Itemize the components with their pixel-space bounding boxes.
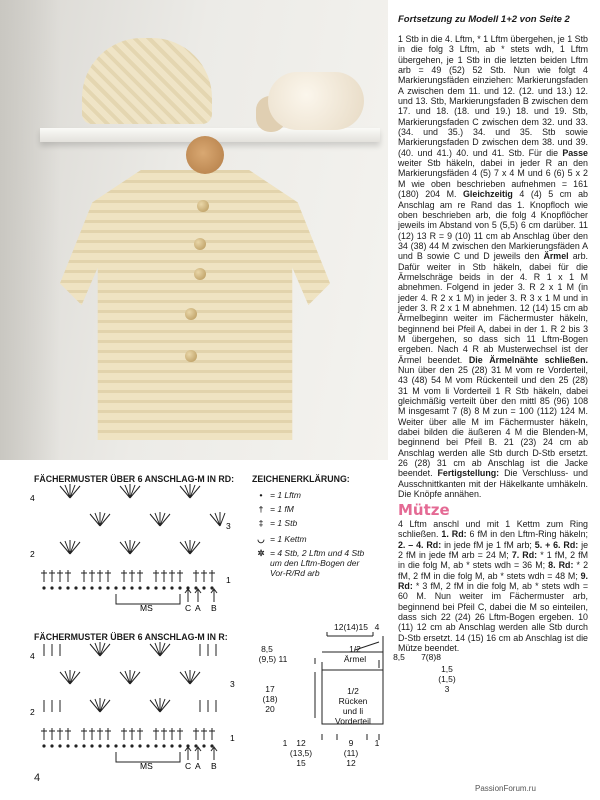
muetze-heading: Mütze [398, 501, 450, 520]
sch-bottom-15: 15 [296, 758, 306, 768]
row-label-4: 4 [30, 651, 35, 661]
text-run: arb. Dafür weiter in Stb häkeln, dabei für die Ärmelschräge beids in der 4. R 1 x 1 M abnehmen. Folgend in jeder 3. R 2 x 1 M (in jeder 4. R 2 x 1 M) in jeder 3. R 3 x 1 M und in jeder 3. R 2 x 1 M abnehmen. 12 (14) 15 cm ab Ärmelbeginn weiter im Fächermuster häkeln, beginnend bei Pfeil A, dabei in der 1. R 2 bis 3 M übergehen, so dass sich 11 Lftm-Bogen ergeben. Nach 4 R ab Musterwechsel ist der Ärmel beendet. [398, 251, 589, 365]
bold-run: Ärmel [543, 251, 569, 262]
sch-sleeve-right2: 7(8)8 [421, 652, 441, 662]
jacket-button-2 [194, 238, 206, 250]
sch-left-top2: (9,5) 11 [258, 654, 288, 664]
sch-left-top: 8,5 [261, 644, 273, 654]
legend-item-slst [252, 534, 307, 545]
sch-cuff2: (1,5) [438, 674, 456, 684]
text-run: Die Verschluss- und Ausschnittkanten mit der Häkelkante umhäkeln. Die Knöpfe annähen. [398, 468, 588, 500]
bold-run: Die Ärmelnähte schließen. [468, 354, 588, 365]
text-run: * 1 fM, 2 fM in die folg M, ab * stets wdh = 36 M; [398, 549, 589, 571]
legend-text: = 1 Lftm [270, 490, 301, 500]
legend-title: ZEICHENERKLÄRUNG: [252, 474, 350, 484]
legend-item-chain [252, 490, 301, 500]
arrow-c-label: C [185, 603, 192, 612]
product-photo [0, 0, 388, 460]
sch-sleeve-right: 8,5 [393, 652, 405, 662]
arrow-c-label: C [185, 761, 192, 770]
ms-label: MS [140, 603, 153, 612]
fan-row-4 [44, 642, 216, 656]
double-crochet-icon: ‡ [258, 518, 264, 528]
arrow-b [211, 589, 217, 602]
bold-run: 1. Rd: [441, 529, 467, 540]
stitch-row-1 [41, 728, 215, 740]
arrow-b-label: B [211, 761, 217, 770]
text-run: 1 Stb in die 4. Lftm, * 1 Lftm übergehen, je 1 Stb in die folg 3 Lftm, ab * stets wdh, 1 Lftm übergehen, je 1 Stb in die letzten beiden Lftm arb = 49 (52) 52 Stb. Nun wie folgt 4 Markierungsfäden einziehen: Markierungsfaden A zwischen dem 11. und 12. (12. und 13.) 12. und 13. Stb, Markierungsfaden B zwischen dem 17. und 18. (18. und 19.) 18. und 19. Stb, Markierungsfaden C zwischen dem 32. und 33. (34. und 35.) 34. und 35. Stb sowie Markierungsfaden D zwischen dem 38. und 39. (40. und 41.) 40. und 41. Stb. Für die [398, 34, 588, 158]
text-run: * 3 fM, 2 fM in die folg M, ab * stets wdh = 60 M. Nun weiter im Fächermuster arb, beginnend bei Pfeil C, dabei die M so einteilen, dass sich 22 (24) 26 Lftm-Bogen ergeben. 10 (11) 12 cm ab Anschlag werden alle Stb durch D-Stb ersetzt. 14 (15) 16 cm ab Anschlag ist die Mütze beendet. [398, 580, 589, 653]
arrow-a [195, 747, 201, 760]
page-number: 4 [34, 772, 41, 784]
body-paragraph [398, 34, 588, 499]
text-run: 4 (4) 5 cm ab Anschlag am re Rand das 1. Knopfloch wie oben beschrieben arb, die folg 4 Knopflöcher jeweils im Abstand von 5 (5,5) 6 cm darüber. 11 (12) 13 R = 9 (10) 11 cm ab Anschlag über den 34 (38) 44 M zwischen den Markierungsfäden A und B sowie C und D jeweils den [398, 189, 588, 262]
fan-row-4 [60, 484, 200, 498]
row-label-1: 1 [230, 733, 235, 743]
legend-text: = 1 Stb [270, 518, 298, 528]
bold-run: 8. Rd: [548, 560, 574, 571]
sch-cuff: 1,5 [441, 664, 453, 674]
text-run: * 2 fM, 2 fM in die folg M, ab * stets wdh = 48 M; [398, 560, 589, 581]
fan-row-3 [90, 512, 225, 526]
sch-bottom-12b: 12 [346, 758, 356, 768]
sch-bottom-11: (11) [343, 748, 359, 758]
wall-shadow [0, 0, 60, 460]
bold-run: 2. – 4. Rd: [398, 539, 442, 550]
jacket-button-1 [197, 200, 209, 212]
row-label-3: 3 [226, 521, 231, 531]
instructions-text [398, 34, 588, 653]
arrow-b [211, 747, 217, 760]
arrow-a [195, 589, 201, 602]
sch-body-label3: und li [342, 706, 364, 716]
chart1-diagram [30, 484, 240, 612]
sch-bottom-1b: 1 [374, 738, 380, 748]
bold-run: 7. Rd: [511, 549, 538, 560]
sch-body-label: 1/2 [347, 686, 359, 696]
sch-left-mid: 17 [265, 684, 275, 694]
top-dim-line [327, 632, 373, 636]
sch-left-mid3: 20 [265, 704, 275, 714]
text-run: je 2 fM in jede fM arb = 24 M; [398, 539, 589, 560]
jacket-button-4 [185, 308, 197, 320]
row-label-2: 2 [30, 707, 35, 717]
bold-run: Passe [562, 147, 588, 158]
sch-top-right: 4 [374, 622, 380, 632]
row-label-3: 3 [230, 679, 235, 689]
arrow-c [185, 747, 191, 760]
legend-item-fan [252, 548, 368, 578]
plush-dog [268, 72, 364, 130]
row-label-4: 4 [30, 493, 35, 503]
row-label-2: 2 [30, 549, 35, 559]
text-run: 4 Lftm anschl und mit 1 Kettm zum Ring schließen. [398, 518, 588, 540]
section-heading: Fortsetzung zu Modell 1+2 von Seite 2 [398, 14, 570, 25]
sch-top: 12(14)15 [333, 622, 369, 632]
chain-symbol-icon: • [259, 490, 263, 500]
sch-bottom-1: 1 [282, 738, 288, 748]
jacket-button-5 [185, 350, 197, 362]
legend-item-sc [252, 504, 294, 514]
sch-left-mid2: (18) [262, 694, 278, 704]
text-run: weiter Stb häkeln, dabei in jeder R an den Markierungsfäden 4 (5) 7 x 4 M und 6 (6) 5 x 2 M wie oben beschrieben aufnehmen = 161 (180) 204 M. [398, 158, 588, 200]
sch-cuff3: 3 [444, 684, 450, 694]
bold-run: Fertigstellung: [437, 468, 500, 479]
sch-body-label2: Rücken [338, 696, 368, 706]
chart1-title: FÄCHERMUSTER ÜBER 6 ANSCHLAG-M IN RD: [34, 474, 235, 484]
arrow-b-label: B [211, 603, 217, 612]
garment-schematic [255, 612, 485, 772]
sch-bottom-135: (13,5) [289, 748, 313, 758]
jacket-button-3 [194, 268, 206, 280]
crochet-jacket [60, 170, 330, 440]
text-run: Nun über den 25 (28) 31 M vom re Vorderteil, 43 (48) 54 M vom Rückenteil und den 25 (28) 31 M vom li Vorderteil 1 R Stb häkeln, dabei gleichmäßig verteilt über den mittl 85 (96) 108 M insgesamt 7 (8) 8 M zun = 100 (112) 124 M. Weiter über alle M im Fächermuster häkeln, dabei bilden die äußeren 4 M die Blenden-M, beginnend bei Pfeil B. 21 (23) 24 cm ab Anschlag werden alle Stb durch D-Stb ersetzt. 26 (28) 31 cm ab Anschlag ist die Jacke beendet. [398, 365, 588, 479]
bold-run: Gleichzeitig [463, 189, 513, 200]
sch-sleeve-label: 1/2 [349, 644, 361, 654]
teddy-bear [186, 136, 224, 174]
sch-bottom-12: 12 [296, 738, 306, 748]
arrow-a-label: A [195, 603, 201, 612]
sch-body-label4: Vorderteil [335, 716, 371, 726]
crochet-hat [82, 38, 212, 124]
ms-label: MS [140, 761, 153, 770]
slip-stitch-icon: ◡ [257, 534, 265, 544]
sch-bottom-9: 9 [348, 738, 354, 748]
bold-run: 9. Rd: [398, 570, 588, 591]
fan-stitch-icon: ✲ [257, 548, 265, 558]
legend-text: = 1 Kettm [270, 534, 307, 544]
single-crochet-icon: † [258, 504, 264, 514]
chart2-title: FÄCHERMUSTER ÜBER 6 ANSCHLAG-M IN R: [34, 632, 228, 642]
bold-run: 5. + 6. Rd: [534, 539, 579, 550]
text-run: 6 fM in den Lftm-Ring häkeln; [469, 529, 588, 540]
legend-text: = 1 fM [270, 504, 294, 514]
sch-sleeve-label2: Ärmel [343, 654, 367, 664]
chart2-diagram [30, 642, 250, 770]
fan-row-2 [44, 698, 216, 712]
arrow-a-label: A [195, 761, 201, 770]
arrow-c [185, 589, 191, 602]
fan-row-2 [60, 540, 200, 554]
stitch-row-1 [41, 570, 215, 582]
fan-row-3 [60, 670, 200, 684]
watermark: PassionForum.ru [475, 784, 536, 793]
row-label-1: 1 [226, 575, 231, 585]
legend-text: = 4 Stb, 2 Lftm und 4 Stb um den Lftm-Bogen der Vor-R/Rd arb [270, 548, 365, 578]
legend-item-dc [252, 518, 297, 528]
text-run: in jede fM je 1 fM arb; [444, 539, 532, 550]
